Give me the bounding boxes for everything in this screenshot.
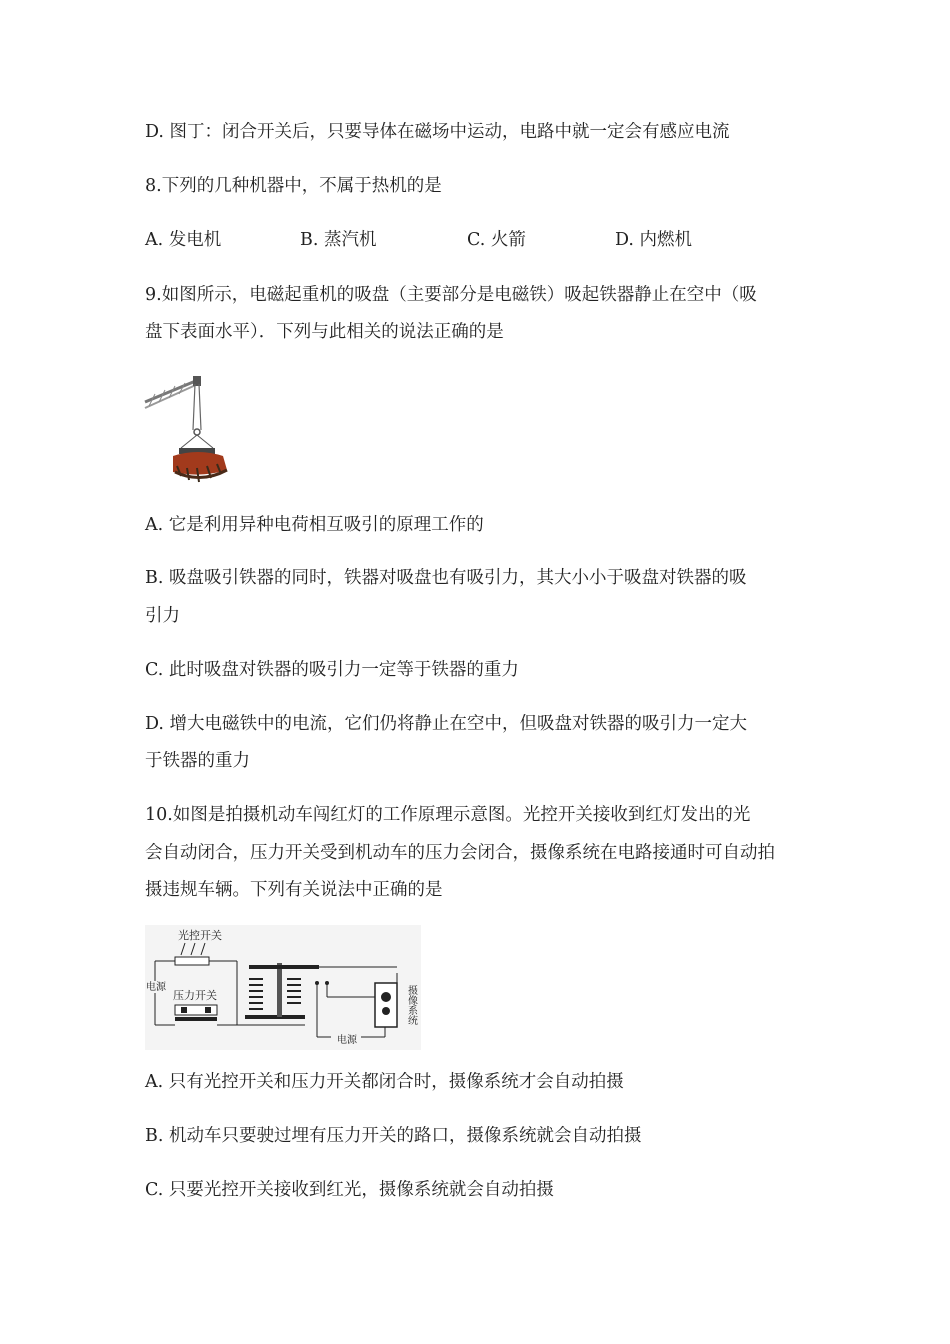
q10-option-b: B. 机动车只要驶过埋有压力开关的路口，摄像系统就会自动拍摄 [145, 1126, 642, 1146]
power-source-bottom-label: 电源 [337, 1035, 357, 1046]
light-switch-label: 光控开关 [178, 929, 222, 942]
q9-option-b-line-1: B. 吸盘吸引铁器的同时，铁器对吸盘也有吸引力，其大小小于吸盘对铁器的吸 [145, 568, 747, 588]
q9-option-b-line-2: 引力 [145, 606, 180, 626]
question-9-line-2: 盘下表面水平）．下列与此相关的说法正确的是 [145, 322, 504, 342]
electromagnetic-crane-figure [143, 372, 233, 484]
q8-option-d: D. 内燃机 [615, 230, 693, 250]
q9-option-d-line-1: D. 增大电磁铁中的电流，它们仍将静止在空中，但吸盘对铁器的吸引力一定大 [145, 714, 748, 734]
camera-system-label: 摄像系统 [405, 985, 417, 1025]
q8-option-b: B. 蒸汽机 [300, 230, 377, 250]
q9-option-c: C. 此时吸盘对铁器的吸引力一定等于铁器的重力 [145, 660, 519, 680]
q8-option-c: C. 火箭 [467, 230, 526, 250]
pressure-switch-label: 压力开关 [173, 989, 217, 1002]
question-10-line-1: 10.如图是拍摄机动车闯红灯的工作原理示意图。光控开关接收到红灯发出的光 [145, 805, 751, 825]
q10-option-c: C. 只要光控开关接收到红光，摄像系统就会自动拍摄 [145, 1180, 554, 1200]
question-9-line-1: 9.如图所示，电磁起重机的吸盘（主要部分是电磁铁）吸起铁器静止在空中（吸 [145, 285, 757, 305]
q7-option-d: D. 图丁：闭合开关后，只要导体在磁场中运动，电路中就一定会有感应电流 [145, 122, 730, 142]
question-8: 8.下列的几种机器中，不属于热机的是 [145, 176, 442, 196]
question-10-line-3: 摄违规车辆。下列有关说法中正确的是 [145, 880, 443, 900]
question-10-line-2: 会自动闭合，压力开关受到机动车的压力会闭合，摄像系统在电路接通时可自动拍 [145, 843, 775, 863]
power-source-left-label: 电源 [146, 982, 166, 993]
q8-option-a: A. 发电机 [145, 230, 222, 250]
q9-option-a: A. 它是利用异种电荷相互吸引的原理工作的 [145, 515, 484, 535]
red-light-camera-circuit-diagram [145, 925, 421, 1050]
q10-option-a: A. 只有光控开关和压力开关都闭合时，摄像系统才会自动拍摄 [145, 1072, 624, 1092]
q9-option-d-line-2: 于铁器的重力 [145, 751, 250, 771]
